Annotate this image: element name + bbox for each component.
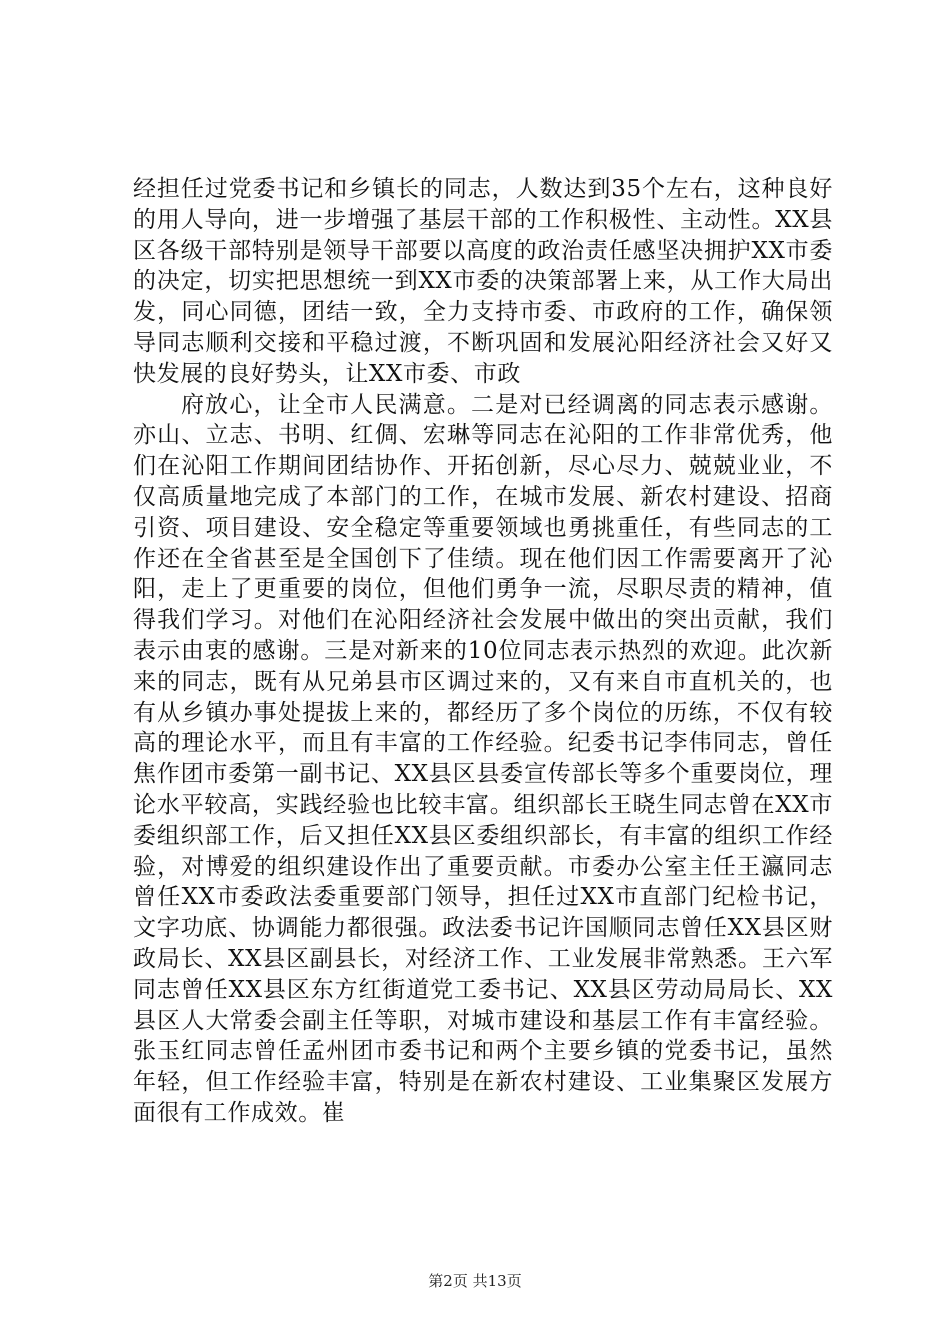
paragraph-1: 经担任过党委书记和乡镇长的同志，人数达到35个左右，这种良好的用人导向，进一步增强了基层干部的工作积极性、主动性。XX县区各级干部特别是领导干部要以高度的政治责任感坚决拥护XX市委的决定，切实把思想统一到XX市委的决策部署上来，从工作大局出发，同心同德，团结一致，全力支持市委、市政府的工作，确保领导同志顺利交接和平稳过渡，不断巩固和发展沁阳经济社会又好又快发展的良好势头，让XX市委、市政 [133,176,833,387]
body-text [133,174,833,1129]
page-footer: 第2页 共13页 [428,1272,522,1290]
paragraph-2: 府放心，让全市人民满意。二是对已经调离的同志表示感谢。亦山、立志、书明、红倜、宏琳等同志在沁阳的工作非常优秀，他们在沁阳工作期间团结协作、开拓创新，尽心尽力、兢兢业业，不仅高质量地完成了本部门的工作，在城市发展、新农村建设、招商引资、项目建设、安全稳定等重要领域也勇挑重任，有些同志的工作还在全省甚至是全国创下了佳绩。现在他们因工作需要离开了沁阳，走上了更重要的岗位，但他们勇争一流，尽职尽责的精神，值得我们学习。对他们在沁阳经济社会发展中做出的突出贡献，我们表示由衷的感谢。三是对新来的10位同志表示热烈的欢迎。此次新来的同志，既有从兄弟县市区调过来的，又有来自市直机关的，也有从乡镇办事处提拔上来的，都经历了多个岗位的历练，不仅有较高的理论水平，而且有丰富的工作经验。纪委书记李伟同志，曾任焦作团市委第一副书记、XX县区县委宣传部长等多个重要岗位，理论水平较高，实践经验也比较丰富。组织部长王晓生同志曾在XX市委组织部工作，后又担任XX县区委组织部长，有丰富的组织工作经验，对博爱的组织建设作出了重要贡献。市委办公室主任王瀛同志曾任XX市委政法委重要部门领导，担任过XX市直部门纪检书记，文字功底、协调能力都很强。政法委书记许国顺同志曾任XX县区财政局长、XX县区副县长，对经济工作、工业发展非常熟悉。王六军同志曾任XX县区东方红街道党工委书记、XX县区劳动局局长、XX县区人大常委会副主任等职，对城市建设和基层工作有丰富经验。张玉红同志曾任孟州团市委书记和两个主要乡镇的党委书记，虽然年轻，但工作经验丰富，特别是在新农村建设、工业集聚区发展方面很有工作成效。崔 [133,391,833,1126]
